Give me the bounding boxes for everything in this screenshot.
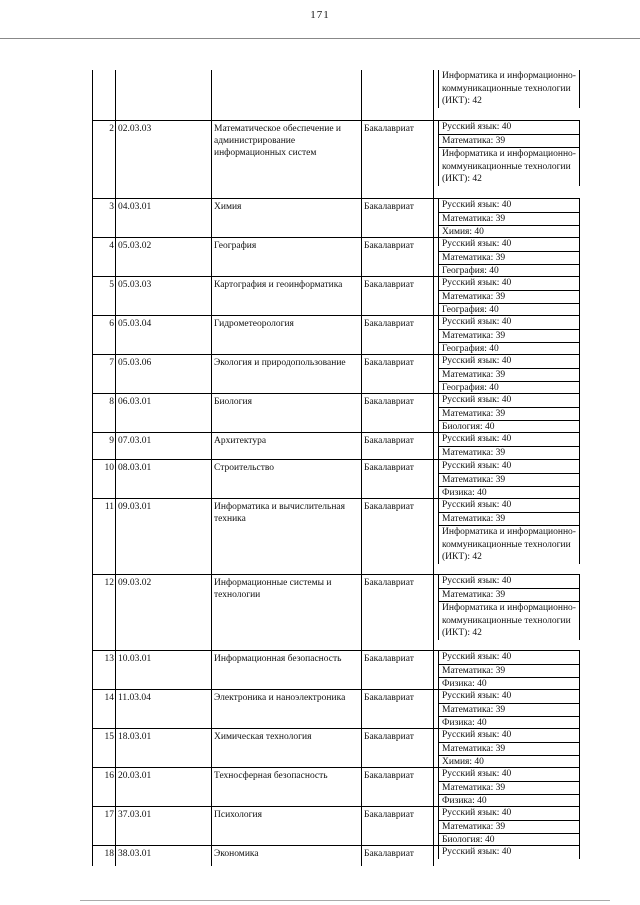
row-number: 9	[92, 433, 116, 459]
scan-edge-bottom	[80, 900, 610, 901]
table-row	[92, 237, 580, 276]
row-number: 16	[92, 768, 116, 806]
education-level: Бакалавриат	[362, 729, 434, 767]
row-number	[92, 70, 116, 120]
exam-list	[438, 355, 580, 395]
program-name: География	[212, 238, 362, 276]
exam-list	[438, 499, 580, 564]
table-row	[92, 276, 580, 315]
exam-min-score: Математика: 39	[439, 291, 579, 305]
program-code: 05.03.06	[116, 355, 212, 393]
row-number: 15	[92, 729, 116, 767]
exam-list	[438, 460, 580, 500]
program-code: 05.03.03	[116, 277, 212, 315]
program-name: Строительство	[212, 460, 362, 498]
row-number: 4	[92, 238, 116, 276]
entrance-exams	[434, 690, 580, 728]
exam-min-score: Русский язык: 40	[439, 768, 579, 782]
row-number: 13	[92, 651, 116, 689]
row-number: 7	[92, 355, 116, 393]
exam-min-score: Математика: 39	[439, 369, 579, 383]
exam-min-score: Математика: 39	[439, 704, 579, 718]
exam-min-score: Математика: 39	[439, 665, 579, 679]
exam-min-score: Биология: 40	[442, 835, 495, 845]
education-level: Бакалавриат	[362, 499, 434, 574]
exam-min-score: Математика: 39	[439, 135, 579, 149]
program-name: Химия	[212, 199, 362, 237]
page-number: 171	[310, 9, 330, 21]
table-row	[92, 728, 580, 767]
exam-list	[438, 575, 580, 640]
exam-min-score: Русский язык: 40	[442, 847, 512, 857]
row-number: 3	[92, 199, 116, 237]
entrance-exams	[434, 316, 580, 354]
exam-min-score: Математика: 39	[439, 252, 579, 266]
program-name: Информатика и вычислительная техника	[212, 499, 362, 574]
program-name: Экология и природопользование	[212, 355, 362, 393]
entrance-exams	[434, 355, 580, 393]
exam-min-score: Физика: 40	[442, 796, 487, 806]
program-code: 10.03.01	[116, 651, 212, 689]
exam-list	[438, 277, 580, 317]
program-name: Химическая технология	[212, 729, 362, 767]
exam-min-score: Русский язык: 40	[439, 729, 579, 743]
exam-min-score: Русский язык: 40	[439, 575, 579, 589]
education-level: Бакалавриат	[362, 690, 434, 728]
exam-min-score: Русский язык: 40	[439, 355, 579, 369]
exam-list	[438, 394, 580, 434]
exam-min-score: Математика: 39	[439, 513, 579, 527]
row-number: 18	[92, 846, 116, 866]
program-name: Психология	[212, 807, 362, 845]
education-level: Бакалавриат	[362, 807, 434, 845]
program-name: Гидрометеорология	[212, 316, 362, 354]
table-row	[92, 120, 580, 198]
education-level: Бакалавриат	[362, 433, 434, 459]
table-row	[92, 315, 580, 354]
program-name: Картография и геоинформатика	[212, 277, 362, 315]
program-code: 06.03.01	[116, 394, 212, 432]
education-level: Бакалавриат	[362, 768, 434, 806]
exam-list	[438, 316, 580, 356]
exam-min-score: Информатика и информационно-коммуникационные технологии (ИКТ): 42	[442, 603, 576, 638]
exam-list	[438, 729, 580, 769]
exam-min-score: География: 40	[442, 305, 499, 315]
row-number: 8	[92, 394, 116, 432]
exam-min-score: Математика: 39	[442, 447, 506, 458]
education-level: Бакалавриат	[362, 575, 434, 650]
table-row	[92, 689, 580, 728]
row-number: 11	[92, 499, 116, 574]
table-row	[92, 432, 580, 459]
exam-list	[438, 807, 580, 847]
entrance-exams	[434, 768, 580, 806]
exam-min-score: География: 40	[442, 266, 499, 276]
exam-min-score: Русский язык: 40	[439, 199, 579, 213]
exam-min-score: Физика: 40	[442, 679, 487, 689]
exam-min-score: Информатика и информационно-коммуникационные технологии (ИКТ): 42	[442, 71, 576, 106]
exam-min-score: Русский язык: 40	[439, 316, 579, 330]
entrance-exams	[434, 807, 580, 845]
entrance-exams	[434, 121, 580, 198]
program-code: 09.03.01	[116, 499, 212, 574]
education-level: Бакалавриат	[362, 121, 434, 198]
program-code: 18.03.01	[116, 729, 212, 767]
row-number: 6	[92, 316, 116, 354]
entrance-exams	[434, 394, 580, 432]
row-number: 14	[92, 690, 116, 728]
table-body	[92, 70, 580, 866]
exam-min-score: Биология: 40	[442, 422, 495, 432]
program-name: Математическое обеспечение и администрирование информационных систем	[212, 121, 362, 198]
row-number: 10	[92, 460, 116, 498]
scan-edge-top	[0, 38, 640, 39]
program-code: 20.03.01	[116, 768, 212, 806]
table-row	[92, 845, 580, 866]
exam-min-score: Физика: 40	[442, 488, 487, 498]
row-number: 12	[92, 575, 116, 650]
exam-min-score: Математика: 39	[439, 408, 579, 422]
program-code: 08.03.01	[116, 460, 212, 498]
row-number: 5	[92, 277, 116, 315]
education-level: Бакалавриат	[362, 394, 434, 432]
exam-min-score: Русский язык: 40	[439, 690, 579, 704]
entrance-exams	[434, 460, 580, 498]
exam-min-score: Русский язык: 40	[439, 460, 579, 474]
exam-list	[438, 70, 580, 108]
program-name: Экономика	[212, 846, 362, 866]
table-row	[92, 767, 580, 806]
exam-list	[438, 433, 580, 459]
exam-min-score: Русский язык: 40	[439, 651, 579, 665]
program-name	[212, 70, 362, 120]
exam-list	[438, 199, 580, 239]
exam-min-score: Русский язык: 40	[439, 238, 579, 252]
education-level: Бакалавриат	[362, 460, 434, 498]
table-row	[92, 650, 580, 689]
program-name: Архитектура	[212, 433, 362, 459]
table-row	[92, 354, 580, 393]
program-code: 07.03.01	[116, 433, 212, 459]
exam-min-score: Математика: 39	[439, 213, 579, 227]
entrance-exams	[434, 238, 580, 276]
table-row	[92, 393, 580, 432]
exam-list	[438, 690, 580, 730]
table-row	[92, 574, 580, 650]
program-code: 04.03.01	[116, 199, 212, 237]
program-name: Техносферная безопасность	[212, 768, 362, 806]
exam-min-score: География: 40	[442, 383, 499, 393]
entrance-exams	[434, 199, 580, 237]
program-code: 05.03.04	[116, 316, 212, 354]
table-row	[92, 459, 580, 498]
exam-list	[438, 121, 580, 186]
education-level: Бакалавриат	[362, 199, 434, 237]
admission-table	[92, 70, 580, 859]
exam-min-score: Математика: 39	[439, 782, 579, 796]
program-name: Информационная безопасность	[212, 651, 362, 689]
exam-min-score: Математика: 39	[439, 743, 579, 757]
entrance-exams	[434, 499, 580, 574]
program-code: 09.03.02	[116, 575, 212, 650]
exam-min-score: Математика: 39	[439, 589, 579, 603]
exam-list	[438, 651, 580, 691]
program-code: 05.03.02	[116, 238, 212, 276]
row-number: 2	[92, 121, 116, 198]
table-row	[92, 806, 580, 845]
program-code: 38.03.01	[116, 846, 212, 866]
exam-list	[438, 768, 580, 808]
program-code	[116, 70, 212, 120]
exam-min-score: Химия: 40	[442, 757, 484, 767]
exam-min-score: Математика: 39	[439, 330, 579, 344]
program-code: 02.03.03	[116, 121, 212, 198]
education-level: Бакалавриат	[362, 238, 434, 276]
education-level: Бакалавриат	[362, 355, 434, 393]
exam-min-score: Русский язык: 40	[439, 121, 579, 135]
entrance-exams	[434, 575, 580, 650]
exam-min-score: Русский язык: 40	[439, 277, 579, 291]
education-level: Бакалавриат	[362, 316, 434, 354]
program-name: Электроника и наноэлектроника	[212, 690, 362, 728]
entrance-exams	[434, 433, 580, 459]
exam-min-score: Русский язык: 40	[439, 499, 579, 513]
program-code: 37.03.01	[116, 807, 212, 845]
entrance-exams	[434, 277, 580, 315]
exam-min-score: Русский язык: 40	[439, 433, 579, 447]
exam-min-score: Информатика и информационно-коммуникационные технологии (ИКТ): 42	[442, 527, 576, 562]
table-row	[92, 70, 580, 120]
exam-list	[438, 238, 580, 278]
exam-min-score: Физика: 40	[442, 718, 487, 728]
exam-min-score: География: 40	[442, 344, 499, 354]
entrance-exams	[434, 70, 580, 120]
row-number: 17	[92, 807, 116, 845]
entrance-exams	[434, 729, 580, 767]
entrance-exams	[434, 651, 580, 689]
education-level: Бакалавриат	[362, 277, 434, 315]
program-name: Информационные системы и технологии	[212, 575, 362, 650]
entrance-exams	[434, 846, 580, 866]
education-level: Бакалавриат	[362, 651, 434, 689]
exam-min-score: Математика: 39	[439, 474, 579, 488]
table-row	[92, 498, 580, 574]
exam-min-score: Русский язык: 40	[439, 394, 579, 408]
education-level: Бакалавриат	[362, 846, 434, 866]
exam-list	[438, 846, 580, 859]
program-code: 11.03.04	[116, 690, 212, 728]
exam-min-score: Математика: 39	[439, 821, 579, 835]
exam-min-score: Русский язык: 40	[439, 807, 579, 821]
exam-min-score: Информатика и информационно-коммуникационные технологии (ИКТ): 42	[442, 149, 576, 184]
program-name: Биология	[212, 394, 362, 432]
education-level	[362, 70, 434, 120]
exam-min-score: Химия: 40	[442, 227, 484, 237]
table-row	[92, 198, 580, 237]
